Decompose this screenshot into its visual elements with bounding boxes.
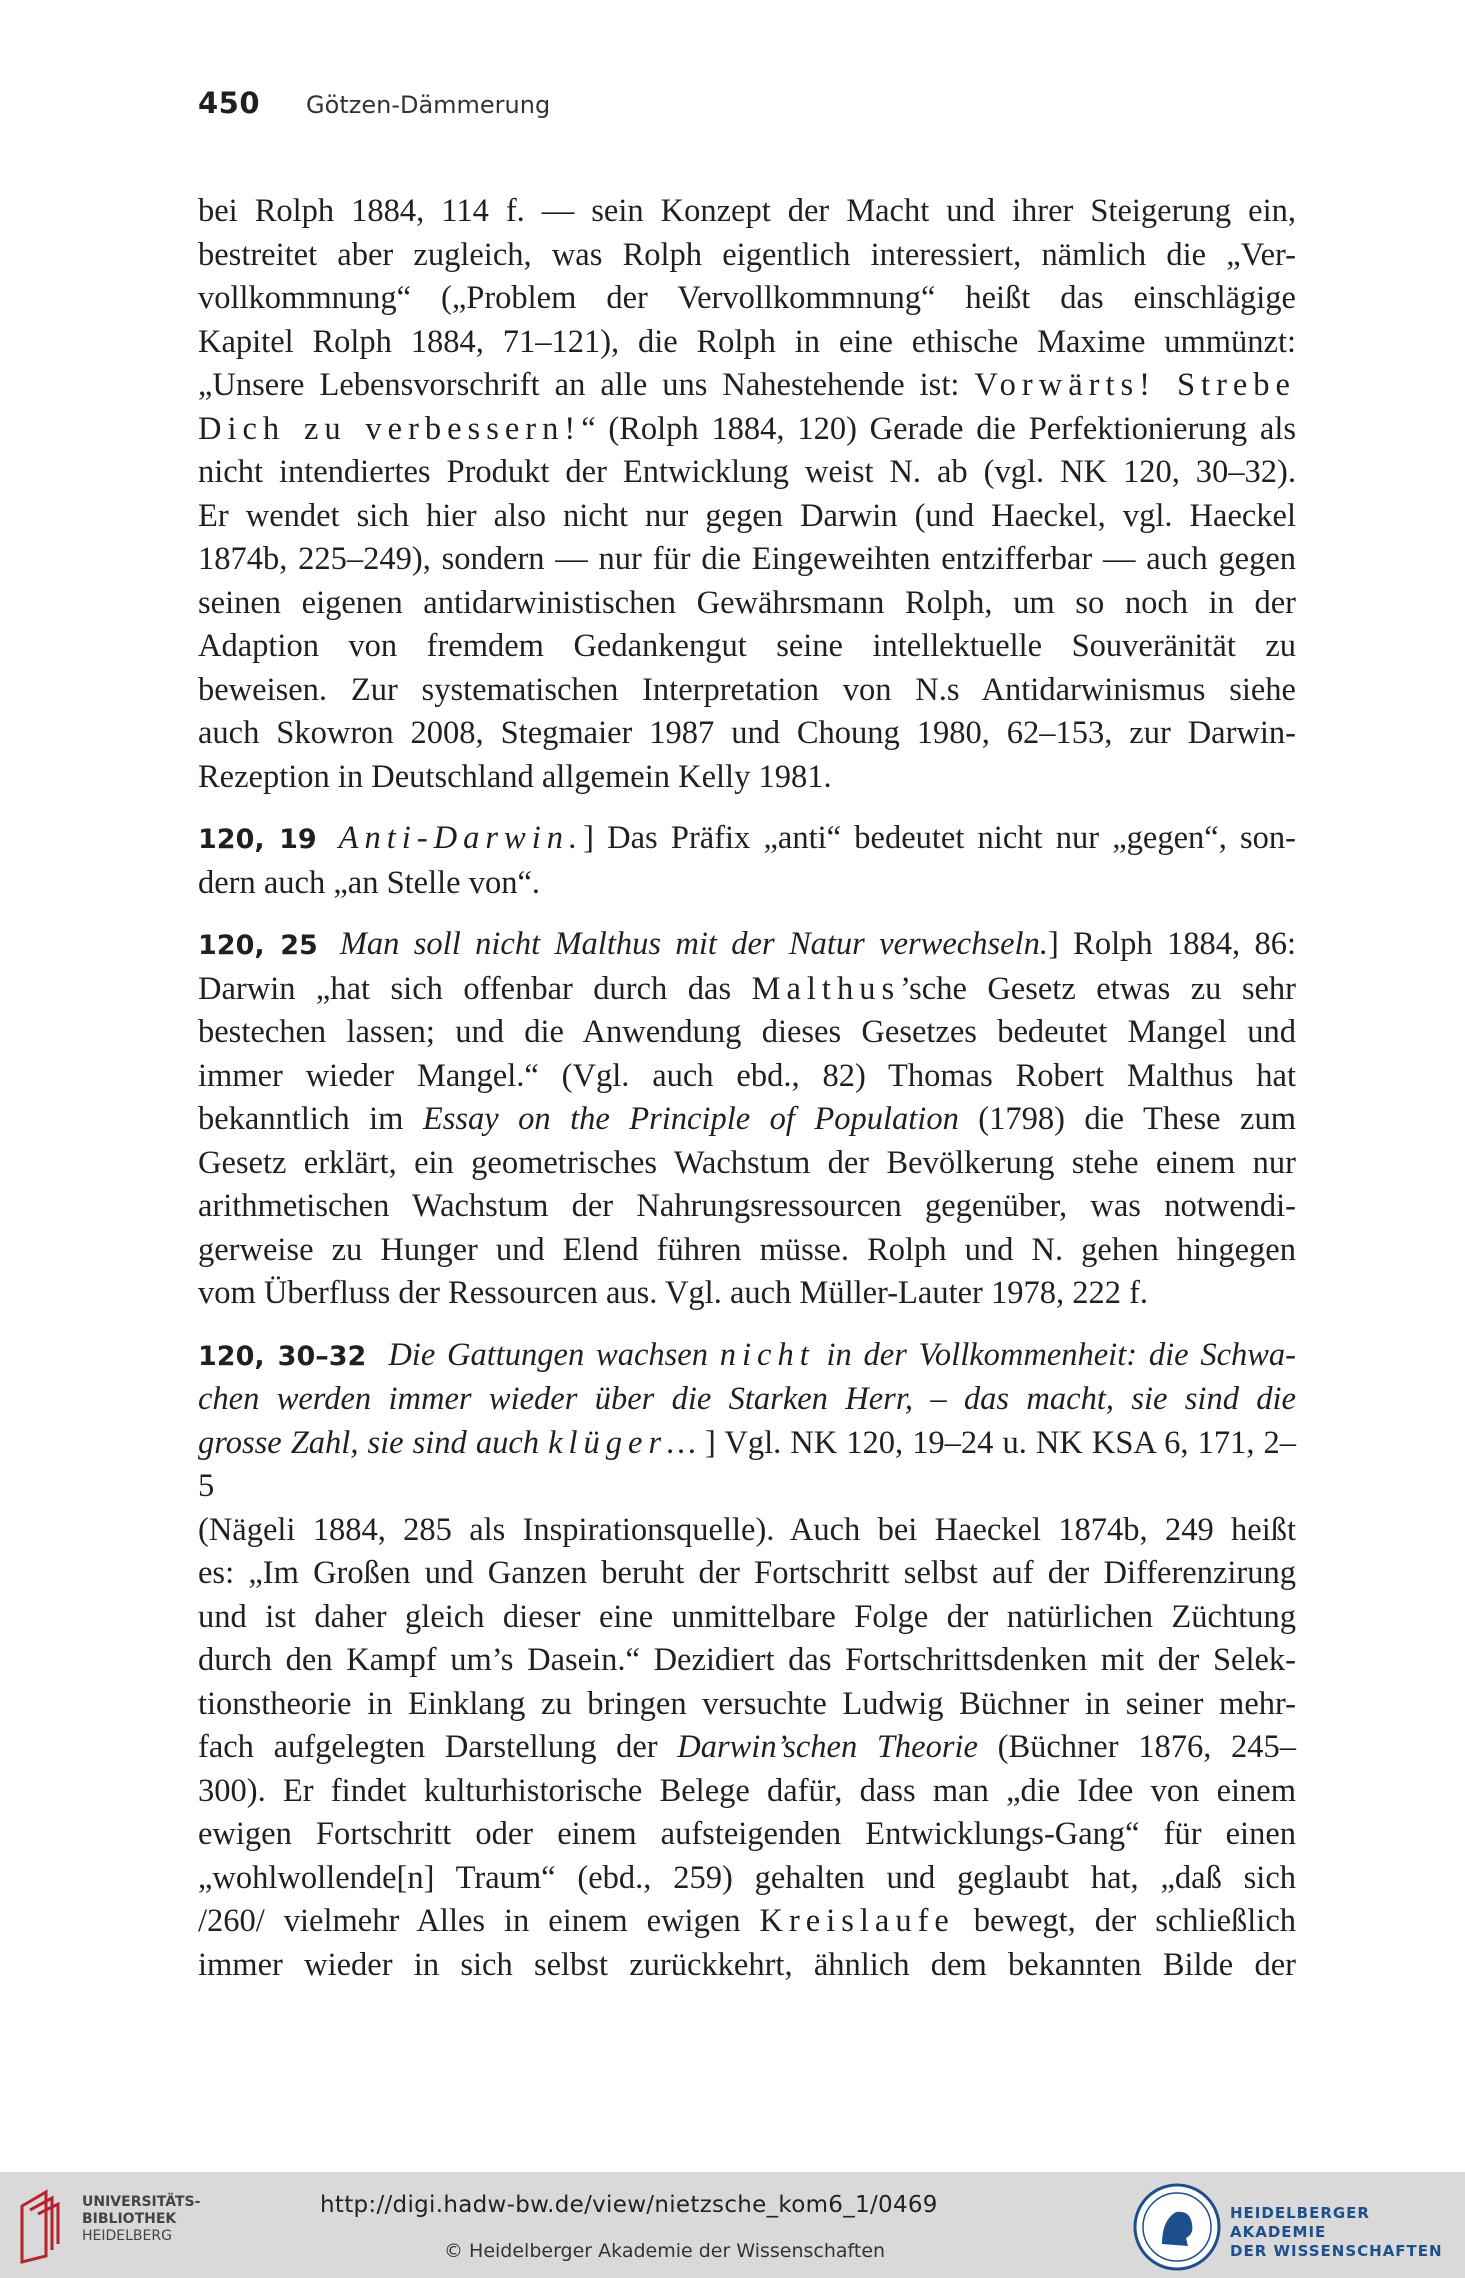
text-line: auch Skowron 2008, Stegmaier 1987 und Choung 1980, 62–153, zur Darwin- (198, 715, 1296, 751)
page-number: 450 (198, 86, 261, 120)
commentary-entry (198, 923, 1296, 1316)
text-line: dern auch „an Stelle von“. (198, 864, 541, 901)
text-line: bestreitet aber zugleich, was Rolph eigentlich interessiert, nämlich die „Ver- (198, 236, 1296, 273)
digitization-footer (0, 2172, 1465, 2278)
text-line: immer wieder in sich selbst zurückkehrt, ähnlich dem bekannten Bilde der (198, 1946, 1296, 1983)
commentary-entry (198, 1334, 1296, 1988)
text-line: und ist daher gleich dieser eine unmittelbare Folge der natürlichen Züchtung (198, 1598, 1296, 1635)
text-line: durch den Kampf um’s Dasein.“ Dezidiert das Fortschrittsdenken mit der Selek- (198, 1642, 1296, 1678)
text-line: „wohlwollende[n] Traum“ (ebd., 259) gehalten und geglaubt hat, „daß sich (198, 1859, 1296, 1896)
text-line: ewigen Fortschritt oder einem aufsteigenden Entwicklungs-Gang“ für einen (198, 1816, 1296, 1852)
page-header (198, 86, 550, 120)
text-line: grosse Zahl, sie sind auch klüger… ] Vgl. NK 120, 19–24 u. NK KSA 6, 171, 2–5 (198, 1424, 1296, 1504)
text-line: 300). Er findet kulturhistorische Belege dafür, dass man „die Idee von einem (198, 1772, 1296, 1809)
text-line: 120, 30–32 Die Gattungen wachsen nicht in der Vollkommenheit: die Schwa- (198, 1336, 1297, 1373)
text-line: Rezeption in Deutschland allgemein Kelly 1981. (198, 758, 832, 795)
text-line: gerweise zu Hunger und Elend führen müsse. Rolph und N. gehen hingegen (198, 1231, 1296, 1268)
text-line: 120, 19 Anti-Darwin.] Das Präfix „anti“ bedeutet nicht nur „gegen“, son- (198, 820, 1297, 856)
text-line: 1874b, 225–249), sondern — nur für die Eingeweihten entzifferbar — auch gegen (198, 541, 1296, 577)
text-line: nicht intendiertes Produkt der Entwicklung weist N. ab (vgl. NK 120, 30–32). (198, 454, 1296, 490)
line-reference: 120, 19 (198, 824, 317, 855)
university-library-logo-icon (16, 2186, 74, 2266)
academy-name: HEIDELBERGER AKADEMIE DER WISSENSCHAFTEN (1230, 2204, 1443, 2260)
commentary-entry (198, 817, 1296, 905)
line-reference: 120, 25 (198, 930, 318, 961)
text-line: chen werden immer wieder über die Starken Herr, – das macht, sie sind die (198, 1381, 1296, 1417)
running-title: Götzen-Dämmerung (306, 91, 551, 119)
text-line: Darwin „hat sich offenbar durch das Malthus’sche Gesetz etwas zu sehr (198, 970, 1296, 1007)
copyright-notice: © Heidelberger Akademie der Wissenschaften (444, 2240, 886, 2262)
text-line: Adaption von fremdem Gedankengut seine intellektuelle Souveränität zu (198, 628, 1296, 664)
body-text (198, 190, 1296, 1987)
text-line: /260/ vielmehr Alles in einem ewigen Kreislaufe bewegt, der schließlich (198, 1903, 1297, 1939)
text-line: beweisen. Zur systematischen Interpretation von N.s Antidarwinismus siehe (198, 671, 1296, 708)
text-line: Dich zu verbessern!“ (Rolph 1884, 120) Gerade die Perfektionierung als (198, 410, 1297, 447)
lemma: Man soll nicht Malthus mit der Natur verwechseln. (339, 926, 1048, 962)
text-line: 120, 25 Man soll nicht Malthus mit der Natur verwechseln.] Rolph 1884, 86: (198, 926, 1296, 962)
text-line: bestechen lassen; und die Anwendung dieses Gesetzes bedeutet Mangel und (198, 1014, 1296, 1050)
text-line: immer wieder Mangel.“ (Vgl. auch ebd., 82) Thomas Robert Malthus hat (198, 1057, 1296, 1094)
text-line: (Nägeli 1884, 285 als Inspirationsquelle). Auch bei Haeckel 1874b, 249 heißt (198, 1511, 1296, 1548)
paragraph-continuation (198, 190, 1296, 799)
university-library-name: UNIVERSITÄTS- BIBLIOTHEK HEIDELBERG (82, 2194, 201, 2244)
text-line: fach aufgelegten Darstellung der Darwin’schen Theorie (Büchner 1876, 245– (198, 1729, 1296, 1765)
text-line: arithmetischen Wachstum der Nahrungsressourcen gegenüber, was notwendi- (198, 1188, 1296, 1224)
permalink-url[interactable]: http://digi.hadw-bw.de/view/nietzsche_kom6_1/0469 (320, 2192, 938, 2218)
text-line: Gesetz erklärt, ein geometrisches Wachstum der Bevölkerung stehe einem nur (198, 1144, 1296, 1181)
text-line: bekanntlich im Essay on the Principle of Population (1798) die These zum (198, 1101, 1296, 1137)
text-line: vom Überfluss der Ressourcen aus. Vgl. auch Müller-Lauter 1978, 222 f. (198, 1275, 1149, 1311)
text-line: tionstheorie in Einklang zu bringen versuchte Ludwig Büchner in seiner mehr- (198, 1685, 1296, 1722)
text-line: bei Rolph 1884, 114 f. — sein Konzept der Macht und ihrer Steigerung ein, (198, 193, 1296, 229)
academy-seal-icon (1132, 2182, 1222, 2272)
text-line: seinen eigenen antidarwinistischen Gewährsmann Rolph, um so noch in der (198, 584, 1296, 621)
text-line: vollkommnung“ („Problem der Vervollkommnung“ heißt das einschlägige (198, 280, 1296, 316)
text-line: es: „Im Großen und Ganzen beruht der Fortschritt selbst auf der Differenzirung (198, 1555, 1296, 1591)
lemma: Anti-Darwin. (338, 820, 584, 856)
text-line: „Unsere Lebensvorschrift an alle uns Nahestehende ist: Vorwärts! Strebe (198, 367, 1296, 403)
text-line: Kapitel Rolph 1884, 71–121), die Rolph in eine ethische Maxime ummünzt: (198, 323, 1296, 360)
line-reference: 120, 30–32 (198, 1340, 367, 1372)
text-line: Er wendet sich hier also nicht nur gegen Darwin (und Haeckel, vgl. Haeckel (198, 497, 1296, 534)
